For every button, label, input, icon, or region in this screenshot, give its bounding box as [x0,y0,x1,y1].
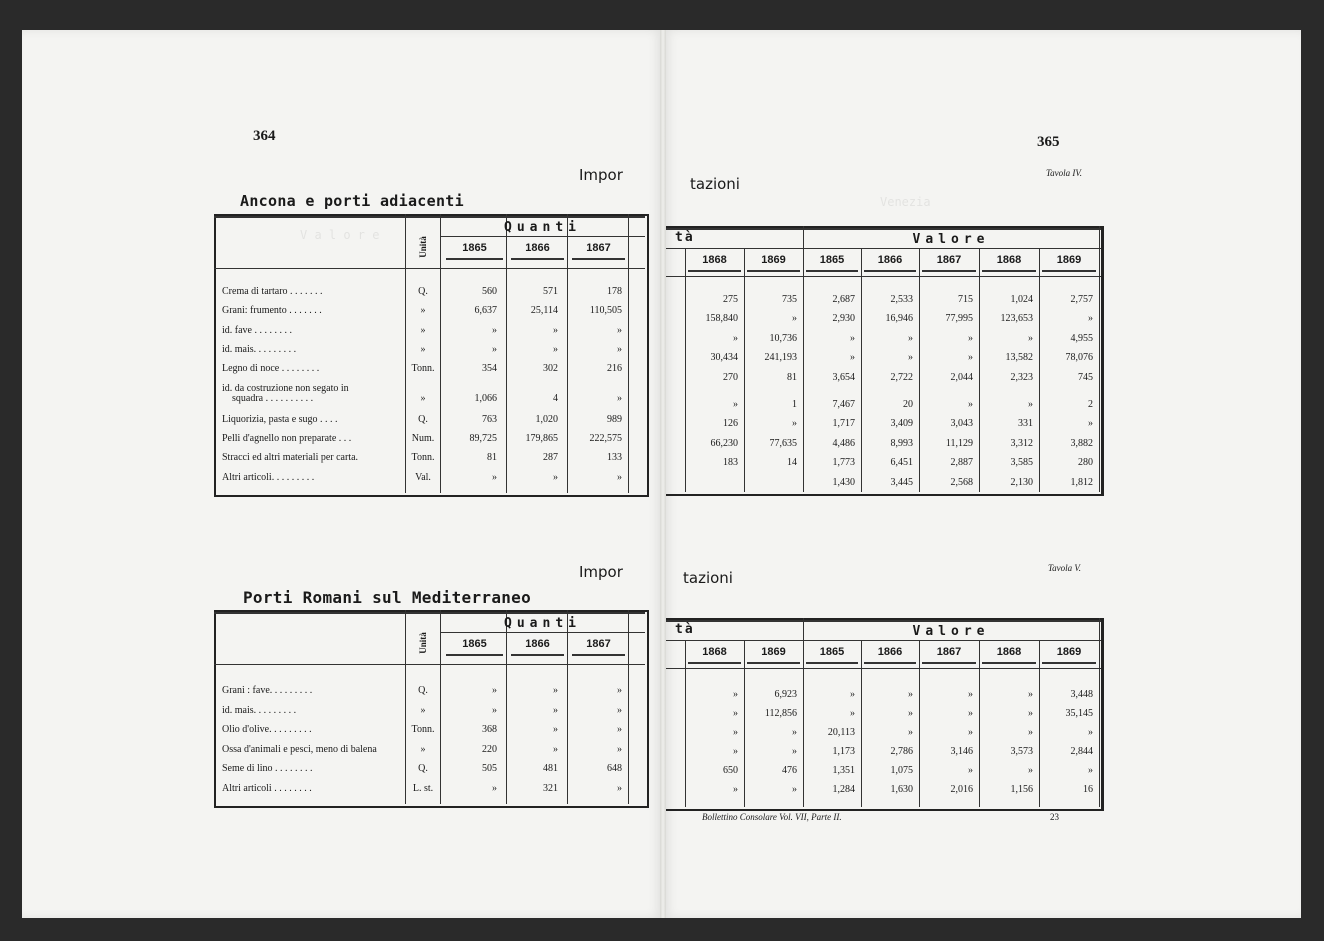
unit-header: Unità [418,236,428,258]
value-cell: 735 [782,294,797,305]
year-underline [572,258,625,260]
value-cell: 110,505 [589,305,622,317]
value-cell: » [908,689,913,700]
footer-signature: 23 [1050,812,1059,822]
year-header-1869: 1869 [761,646,786,658]
value-cell: » [908,332,913,344]
value-cell: 220 [482,743,497,755]
value-cell: 11,129 [945,437,973,449]
value-cell: » [1028,689,1033,700]
year-underline [864,662,916,664]
value-cell: 8,993 [890,437,913,449]
value-cell: 158,840 [705,313,738,325]
value-cell: 112,856 [764,708,797,719]
column-rule [744,248,745,492]
impor-top: Impor [579,166,623,184]
value-cell: 1,773 [832,457,855,469]
row-unit: Q. [418,286,428,297]
value-cell: » [617,324,622,336]
value-cell: 81 [787,371,797,383]
value-cell: 3,448 [1070,689,1093,700]
value-cell: » [553,685,558,696]
page-number-left: 364 [253,128,276,144]
value-cell: 650 [723,765,738,776]
value-cell: » [968,765,973,776]
year-header-1869: 1869 [761,254,786,266]
value-cell: 133 [607,452,622,464]
value-cell: 77,995 [945,313,973,325]
value-cell: 275 [723,294,738,305]
row-unit: Val. [415,471,431,483]
year-underline [688,270,741,272]
value-cell: 2,016 [950,784,973,795]
value-cell: 1,173 [832,746,855,757]
impor-bottom: Impor [579,563,623,581]
value-cell: 3,312 [1010,437,1033,449]
value-cell: » [1088,313,1093,325]
value-cell: 6,923 [774,689,797,700]
value-cell: » [553,724,558,735]
value-cell: 1,020 [535,413,558,425]
year-underline [511,258,564,260]
table-top-rule [214,216,645,218]
value-cell: 2,130 [1010,476,1033,488]
value-cell: » [908,708,913,719]
value-cell: » [617,782,622,794]
value-cell: » [968,332,973,344]
value-cell: 16,946 [885,313,913,325]
value-cell: 6,451 [890,457,913,469]
value-cell: » [1088,418,1093,430]
value-cell: » [792,746,797,757]
value-cell: 16 [1083,784,1093,795]
value-cell: » [733,746,738,757]
value-cell: 6,637 [474,305,497,317]
valore-header: Valore [912,624,990,639]
row-unit: » [420,324,426,336]
value-cell: 4,955 [1070,332,1093,344]
value-cell: » [492,782,497,794]
value-cell: » [733,784,738,795]
row-label: id. fave . . . . . . . . [222,324,292,336]
value-cell: » [1028,708,1033,719]
value-cell: » [968,727,973,738]
value-cell: 476 [782,765,797,776]
year-header-1865: 1865 [819,646,845,658]
year-header-1868: 1868 [702,646,727,658]
value-cell: 77,635 [769,437,797,449]
year-underline [982,662,1036,664]
value-cell: 3,573 [1010,746,1033,757]
value-cell: 20 [903,399,913,410]
value-cell: » [1028,765,1033,776]
row-label: id. mais. . . . . . . . . [222,343,297,355]
table-top-rule [214,612,645,614]
header-rule [666,640,1101,641]
row-unit: Tonn. [411,452,435,464]
value-cell: 178 [607,286,622,297]
ta-header: tà [675,622,695,637]
value-cell: 1,024 [1010,294,1033,305]
row-unit: » [420,743,426,755]
value-cell: 20,113 [827,727,855,738]
value-cell: 2,786 [890,746,913,757]
year-header-1868: 1868 [702,254,727,266]
year-header-1868: 1868 [996,646,1022,658]
value-cell: 183 [723,457,738,469]
year-underline [1042,270,1096,272]
valore-header: Valore [912,232,990,247]
value-cell: 481 [543,763,558,774]
year-header-1865: 1865 [462,242,487,254]
column-rule [861,640,862,807]
row-label: Altri articoli . . . . . . . . [222,782,312,794]
row-unit: L. st. [412,782,434,794]
row-unit: » [420,704,426,716]
value-cell: 3,585 [1010,457,1033,469]
table-top-rule [666,620,1101,622]
value-cell: 1,430 [832,476,855,488]
unit-header: Unità [418,632,428,654]
value-cell: » [1088,765,1093,776]
page-number-right: 365 [1037,134,1060,150]
year-header-1866: 1866 [525,638,550,650]
row-label: Ossa d'animali e pesci, meno di balena [222,743,377,755]
value-cell: 302 [543,363,558,375]
year-underline [572,654,625,656]
row-unit: Tonn. [411,724,435,735]
value-cell: 2,533 [890,294,913,305]
value-cell: » [850,332,855,344]
value-cell: » [492,471,497,483]
tazioni-top: tazioni [690,175,740,193]
year-header-1865: 1865 [819,254,845,266]
value-cell: 1,284 [832,784,855,795]
column-rule [628,214,629,493]
value-cell: 30,434 [710,352,738,364]
row-label: Liquorizia, pasta e sugo . . . . [222,413,338,425]
value-cell: 1,156 [1010,784,1033,795]
row-label: Altri articoli. . . . . . . . . [222,471,315,483]
value-cell: 14 [787,457,797,469]
value-cell: » [492,685,497,696]
value-cell: 2,887 [950,457,973,469]
tavola-v: Tavola V. [1048,563,1082,573]
row-label: Seme di lino . . . . . . . . [222,763,313,774]
header-rule [440,236,645,237]
value-cell: » [733,708,738,719]
quanti-header: Quanti [504,220,581,235]
year-underline [806,270,858,272]
value-cell: 763 [482,413,497,425]
value-cell: 89,725 [469,433,497,445]
value-cell: 3,146 [950,746,973,757]
row-unit: Q. [418,413,428,425]
row-label: Legno di noce . . . . . . . . [222,363,320,375]
row-unit: Num. [411,433,435,445]
value-cell: 1,066 [474,392,497,404]
value-cell: 368 [482,724,497,735]
year-underline [864,270,916,272]
value-cell: 2,722 [890,371,913,383]
year-header-1867: 1867 [936,646,962,658]
value-cell: 270 [723,371,738,383]
value-cell: 123,653 [1000,313,1033,325]
value-cell: 66,230 [710,437,738,449]
value-cell: 1,717 [832,418,855,430]
value-cell: » [968,708,973,719]
row-label: Olio d'olive. . . . . . . . . [222,724,312,735]
value-cell: 560 [482,286,497,297]
value-cell: 13,582 [1005,352,1033,364]
row-unit: » [420,392,426,404]
value-cell: 648 [607,763,622,774]
bleed-through: Venezia [880,195,931,209]
value-cell: 2,687 [832,294,855,305]
year-header-1869: 1869 [1056,254,1082,266]
row-label: Crema di tartaro . . . . . . . [222,286,323,297]
row-unit: Q. [418,763,428,774]
column-rule [919,640,920,807]
value-cell: 216 [607,363,622,375]
value-cell: » [553,743,558,755]
value-cell: » [850,708,855,719]
value-cell: » [733,727,738,738]
value-cell: » [733,689,738,700]
value-cell: » [553,471,558,483]
value-cell: » [733,332,738,344]
value-cell: » [1028,727,1033,738]
year-header-1866: 1866 [877,254,903,266]
row-unit: » [420,343,426,355]
value-cell: » [617,343,622,355]
row-label: Stracci ed altri materiali per carta. [222,452,359,464]
value-cell: » [792,418,797,430]
column-rule [685,248,686,492]
year-underline [511,654,564,656]
value-cell: » [733,399,738,410]
column-rule [861,248,862,492]
value-cell: 3,882 [1070,437,1093,449]
value-cell: 4,486 [832,437,855,449]
value-cell: 1,351 [832,765,855,776]
value-cell: 287 [543,452,558,464]
value-cell: » [1028,332,1033,344]
value-cell: » [1028,399,1033,410]
table-top-rule [666,228,1101,230]
value-cell: 1,812 [1070,476,1093,488]
value-cell: 3,654 [832,371,855,383]
row-unit: » [420,305,426,317]
header-bottom-rule [666,276,1101,277]
year-header-1866: 1866 [525,242,550,254]
value-cell: » [1088,727,1093,738]
year-underline [806,662,858,664]
value-cell: 10,736 [769,332,797,344]
value-cell: 2,044 [950,371,973,383]
value-cell: 78,076 [1065,352,1093,364]
footer-bollettino: Bollettino Consolare Vol. VII, Parte II. [702,812,842,822]
value-cell: 2,930 [832,313,855,325]
row-label-cont: squadra . . . . . . . . . . [232,392,314,404]
value-cell: » [617,704,622,716]
title-porti-romani: Porti Romani sul Mediterraneo [243,588,532,607]
value-cell: 1,075 [890,765,913,776]
value-cell: » [617,685,622,696]
year-underline [1042,662,1096,664]
value-cell: 241,193 [764,352,797,364]
value-cell: 354 [482,363,497,375]
value-cell: » [968,399,973,410]
header-rule [440,632,645,633]
value-cell: » [908,352,913,364]
column-rule [979,640,980,807]
row-unit: Q. [418,685,428,696]
value-cell: 3,445 [890,476,913,488]
header-rule [666,248,1101,249]
value-cell: 126 [723,418,738,430]
value-cell: 2 [1088,399,1093,410]
year-header-1867: 1867 [586,242,611,254]
year-header-1867: 1867 [586,638,611,650]
year-underline [747,662,800,664]
value-cell: 2,568 [950,476,973,488]
column-rule [1039,248,1040,492]
row-label: id. da costruzione non segato in [222,382,349,394]
value-cell: 1,630 [890,784,913,795]
value-cell: 280 [1078,457,1093,469]
value-cell: 2,323 [1010,371,1033,383]
value-cell: 35,145 [1065,708,1093,719]
value-cell: 505 [482,763,497,774]
column-rule [1099,618,1100,807]
value-cell: » [553,324,558,336]
value-cell: » [617,471,622,483]
value-cell: » [968,352,973,364]
value-cell: » [850,689,855,700]
value-cell: » [908,727,913,738]
tazioni-bottom: tazioni [683,569,733,587]
value-cell: 3,409 [890,418,913,430]
value-cell: 2,844 [1070,746,1093,757]
year-header-1866: 1866 [877,646,903,658]
value-cell: 715 [958,294,973,305]
value-cell: 2,757 [1070,294,1093,305]
value-cell: » [617,392,622,404]
title-ancona: Ancona e porti adiacenti [240,192,464,210]
value-cell: 3,043 [950,418,973,430]
value-cell: 7,467 [832,399,855,410]
column-rule [979,248,980,492]
year-header-1868: 1868 [996,254,1022,266]
year-header-1865: 1865 [462,638,487,650]
header-bottom-rule [214,664,645,665]
header-bottom-rule [214,268,645,269]
year-underline [446,654,503,656]
year-underline [747,270,800,272]
value-cell: 4 [553,392,558,404]
column-rule [628,610,629,804]
row-label: Pelli d'agnello non preparate . . . [222,433,352,445]
row-label: Grani : fave. . . . . . . . . [222,685,313,696]
value-cell: 331 [1018,418,1033,430]
tavola-iv: Tavola IV. [1046,168,1083,178]
value-cell: 745 [1078,371,1093,383]
year-underline [982,270,1036,272]
value-cell: 222,575 [589,433,622,445]
ta-header: tà [675,230,695,245]
year-underline [922,270,976,272]
row-label: id. mais. . . . . . . . . [222,704,297,716]
column-rule [744,640,745,807]
year-header-1867: 1867 [936,254,962,266]
value-cell: » [553,704,558,716]
value-cell: 571 [543,286,558,297]
year-underline [688,662,741,664]
value-cell: » [617,724,622,735]
value-cell: » [492,704,497,716]
value-cell: » [792,784,797,795]
row-unit: Tonn. [411,363,435,375]
bleed-through: V a l o r e [300,228,380,242]
value-cell: 1 [792,399,797,410]
value-cell: » [492,343,497,355]
value-cell: » [792,313,797,325]
column-rule [1039,640,1040,807]
column-rule [1099,226,1100,492]
year-underline [446,258,503,260]
year-underline [922,662,976,664]
year-header-1869: 1869 [1056,646,1082,658]
value-cell: » [968,689,973,700]
quanti-header: Quanti [504,616,581,631]
value-cell: » [617,743,622,755]
value-cell: » [553,343,558,355]
value-cell: » [850,352,855,364]
column-rule [919,248,920,492]
value-cell: » [492,324,497,336]
column-rule [685,640,686,807]
value-cell: » [792,727,797,738]
row-label: Grani: frumento . . . . . . . [222,305,322,317]
value-cell: 81 [487,452,497,464]
value-cell: 179,865 [525,433,558,445]
value-cell: 989 [607,413,622,425]
value-cell: 321 [543,782,558,794]
header-bottom-rule [666,668,1101,669]
value-cell: 25,114 [530,305,558,317]
